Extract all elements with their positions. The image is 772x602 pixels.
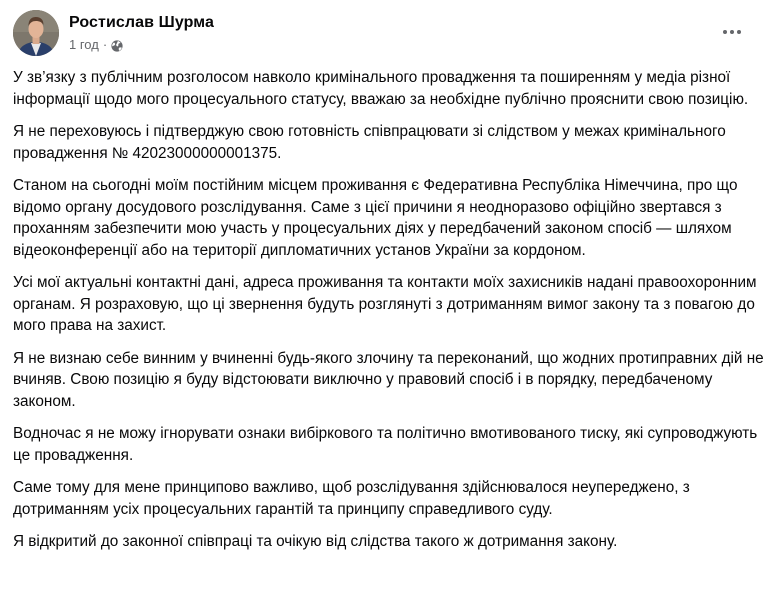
- author-avatar[interactable]: [13, 10, 59, 56]
- post-paragraph: Я не визнаю себе винним у вчиненні будь-якого злочину та переконаний, що жодних протиправних дій не вчиняв. Свою позицію я буду відстоювати виключно у правовий спосіб і в порядку, передбаченому законом.: [13, 349, 764, 410]
- post-header: [13, 10, 214, 56]
- more-options-button[interactable]: [714, 22, 750, 42]
- meta-separator: ·: [102, 36, 108, 52]
- post-paragraph: Усі мої актуальні контактні дані, адреса проживання та контакти моїх захисників надані правоохоронним органам. Я розраховую, що ці звернення будуть розглянуті з дотриманням вимог закону та з повагою до мого права на захист.: [13, 274, 757, 334]
- more-horizontal-icon-dot: [723, 30, 727, 34]
- post-paragraph: Саме тому для мене принципово важливо, щоб розслідування здійснювалося неупереджено, з дотриманням усіх процесуальних гарантій та принципу справедливого суду.: [13, 479, 690, 518]
- post-paragraph: У зв’язку з публічним розголосом навколо кримінального провадження та поширенням у медіа різної інформації щодо мого процесуального статусу, вважаю за необхідне публічно прояснити свою позицію.: [13, 69, 749, 108]
- post-paragraph: Я не переховуюсь і підтверджую свою готовність співпрацювати зі слідством у межах кримінального провадження № 42023000000001375.: [13, 123, 726, 162]
- more-horizontal-icon-dot: [730, 30, 734, 34]
- post-body: [13, 67, 765, 564]
- post-paragraph: Станом на сьогодні моїм постійним місцем проживання є Федеративна Республіка Німеччина, про що відомо органу досудового розслідування. Саме з цієї причини я неодноразово офіційно звертався з проханням забезпечити мою участь у процесуальних діях у передбачений законом спосіб — шляхом відеоконференції або на території дипломатичних установ України за кордоном.: [13, 177, 738, 259]
- post-paragraph: Водночас я не можу ігнорувати ознаки вибіркового та політично вмотивованого тиску, які супроводжують це провадження.: [13, 425, 758, 464]
- post-subline: [69, 36, 214, 54]
- globe-icon[interactable]: [111, 39, 123, 51]
- author-name[interactable]: Ростислав Шурма: [69, 13, 214, 31]
- post-meta: [69, 13, 214, 54]
- profile-photo-icon: [13, 10, 59, 56]
- more-horizontal-icon-dot: [737, 30, 741, 34]
- post-paragraph: Я відкритий до законної співпраці та очікую від слідства такого ж дотримання закону.: [13, 533, 618, 550]
- post-timestamp[interactable]: 1 год: [69, 36, 99, 52]
